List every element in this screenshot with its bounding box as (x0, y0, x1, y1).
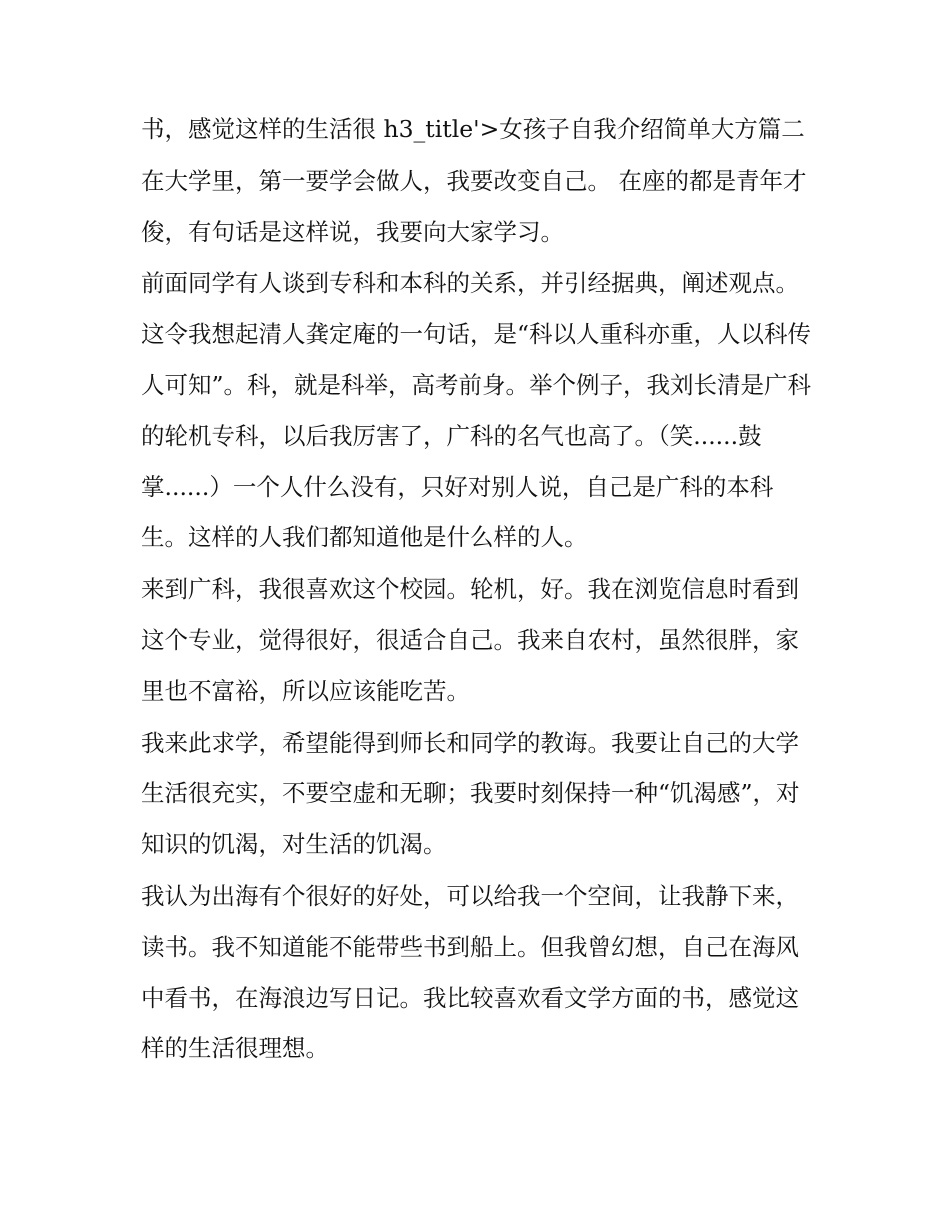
paragraph-sea-reading: 我认为出海有个很好的好处，可以给我一个空间，让我静下来，读书。我不知道能不能带些书到船上。但我曾幻想，自己在海风中看书，在海浪边写日记。我比较喜欢看文学方面的书，感觉这样的生活很理想。 (141, 881, 799, 1063)
paragraph-heading-fragment: 书，感觉这样的生活很 h3_title'>女孩子自我介绍简单大方篇二 (141, 115, 805, 143)
paragraph-campus: 来到广科，我很喜欢这个校园。轮机，好。我在浏览信息时看到这个专业，觉得很好，很适合自己。我来自农村，虽然很胖，家里也不富裕，所以应该能吃苦。 (141, 575, 799, 705)
document-body (141, 104, 817, 1074)
paragraph-study-goal: 我来此求学，希望能得到师长和同学的教诲。我要让自己的大学生活很充实，不要空虚和无聊；我要时刻保持一种“饥渴感”，对知识的饥渴，对生活的饥渴。 (141, 728, 800, 859)
paragraph-university: 在大学里，第一要学会做人，我要改变自己。 在座的都是青年才俊，有句话是这样说，我要向大家学习。 (141, 166, 807, 246)
paragraph-college-relation: 前面同学有人谈到专科和本科的关系，并引经据典，阐述观点。这令我想起清人龚定庵的一句话，是“科以人重科亦重，人以科传人可知”。科，就是科举，高考前身。举个例子，我刘长清是广科的轮机专科，以后我厉害了，广科的名气也高了。（笑......鼓掌......）一个人什么没有，只好对别人说，自己是广科的本科生。这样的人我们都知道他是什么样的人。 (141, 269, 812, 552)
